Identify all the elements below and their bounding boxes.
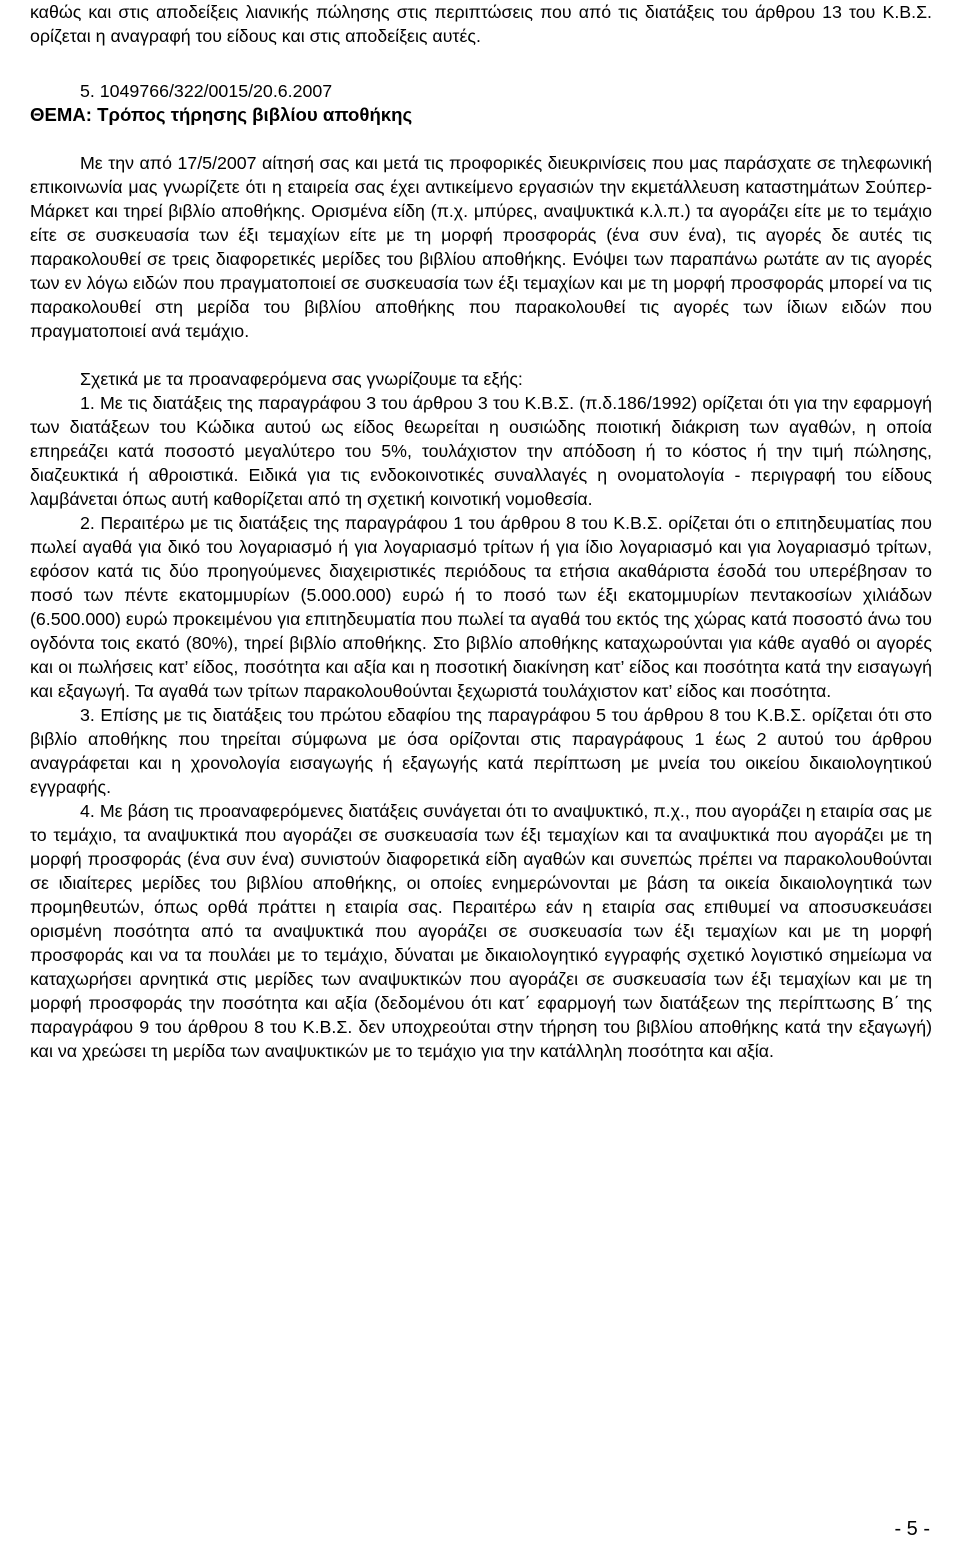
list-item-1: 1. Με τις διατάξεις της παραγράφου 3 του άρθρου 3 του Κ.Β.Σ. (π.δ.186/1992) ορίζεται ότι για την εφαρμογή των διατάξεων του Κώδικα αυτού ως είδος θεωρείται η ουσιώδης ποιοτική διάκριση των αγαθών, η οποία επηρεάζει κατά ποσοστό μεγαλύτερο του 5%, τουλάχιστον την απόδοση ή το κόστος ή την τιμή πώλησης, διαζευκτικά ή αθροιστικά. Ειδικά για τις ενδοκοινοτικές συναλλαγές η ονοματολογία - περιγραφή του είδους λαμβάνεται όπως αυτή καθορίζεται από τη σχετική κοινοτική νομοθεσία.	[30, 393, 932, 509]
list-item-3: 3. Επίσης με τις διατάξεις του πρώτου εδαφίου της παραγράφου 5 του άρθρου 8 του Κ.Β.Σ. ορίζεται ότι στο βιβλίο αποθήκης που τηρείται σύμφωνα με όσα ορίζονται στις παραγράφους 1 έως 2 αυτού του άρθρου αναγράφεται και η χρονολογία εισαγωγής ή εξαγωγής κατά περίπτωση με μνεία του οικείου δικαιολογητικού εγγραφής.	[30, 705, 932, 797]
section-number: 5. 1049766/322/0015/20.6.2007	[80, 81, 333, 101]
spacer	[30, 343, 932, 367]
spacer	[30, 127, 932, 151]
intro-paragraph: καθώς και στις αποδείξεις λιανικής πώλησης στις περιπτώσεις που από τις διατάξεις του άρθρου 13 του Κ.Β.Σ. ορίζεται η αναγραφή του είδους και στις αποδείξεις αυτές.	[30, 2, 932, 46]
list-item-2: 2. Περαιτέρω με τις διατάξεις της παραγράφου 1 του άρθρου 8 του Κ.Β.Σ. ορίζεται ότι ο επιτηδευματίας που πωλεί αγαθά για δικό του λογαριασμό ή για λογαριασμό τρίτων ή για ίδιο λογαριασμό και για λογαριασμό τρίτων, εφόσον κατά τις δύο προηγούμενες διαχειριστικές περιόδους τα ετήσια ακαθάριστα έσοδά του υπερέβησαν το ποσό των πέντε εκατομμυρίων (5.000.000) ευρώ ή το ποσό των έξι εκατομμυρίων πεντακοσίων χιλιάδων (6.500.000) ευρώ προκειμένου για επιτηδευματία που πωλεί τα αγαθά του εκτός της χώρας κατά ποσοστό άνω του ογδόντα τοις εκατό (80%), τηρεί βιβλίο αποθήκης. Στο βιβλίο αποθήκης καταχωρούνται για κάθε αγαθό οι αγορές και οι πωλήσεις κατ’ είδος, ποσότητα και αξία και η ποσοτική διακίνηση κατ’ είδος και ποσότητα κατά την εισαγωγή και εξαγωγή. Τα αγαθά των τρίτων παρακολουθούνται ξεχωριστά τουλάχιστον κατ’ είδος και ποσότητα.	[30, 513, 932, 701]
list-item-4: 4. Με βάση τις προαναφερόμενες διατάξεις συνάγεται ότι το αναψυκτικό, π.χ., που αγοράζει η εταιρία σας με το τεμάχιο, τα αναψυκτικά που αγοράζει σε συσκευασία των έξι τεμαχίων και τα αναψυκτικά που αγοράζει με τη μορφή προσφοράς (ένα συν ένα) συνιστούν διαφορετικά είδη αγαθών και συνεπώς πρέπει να παρακολουθούνται σε ιδιαίτερες μερίδες του βιβλίου αποθήκης, οι οποίες ενημερώνονται με βάση τα οικεία δικαιολογητικά των προμηθευτών, όπως ορθά πράττει η εταιρία σας. Περαιτέρω εάν η εταιρία σας επιθυμεί να αποσυσκευάσει ορισμένη ποσότητα από τα αναψυκτικά που αγοράζει σε συσκευασία των έξι τεμαχίων και με τη μορφή προσφοράς και να τα πουλάει με το τεμάχιο, δύναται με δικαιολογητικό εγγραφής σχετικό λογιστικό σημείωμα να καταχωρήσει αρνητικά στις μερίδες των αναψυκτικών που αγοράζει σε συσκευασία των έξι τεμαχίων και με τη μορφή προσφοράς την ποσότητα και αξία (δεδομένου ότι κατ΄ εφαρμογή των διατάξεων της περίπτωσης Β΄ της παραγράφου 9 του άρθρου 8 του Κ.Β.Σ. δεν υποχρεούται στην τήρηση του βιβλίου αποθήκης κατά την εξαγωγή) και να χρεώσει τη μερίδα των αναψυκτικών με το τεμάχιο για την κατάλληλη ποσότητα και αξία.	[30, 801, 932, 1061]
subject-title: ΘΕΜΑ: Τρόπος τήρησης βιβλίου αποθήκης	[30, 104, 413, 125]
lead-sentence: Σχετικά με τα προαναφερόμενα σας γνωρίζουμε τα εξής:	[80, 369, 523, 389]
paragraph-request: Με την από 17/5/2007 αίτησή σας και μετά τις προφορικές διευκρινίσεις που μας παράσχατε σε τηλεφωνική επικοινωνία μας γνωρίζετε ότι η εταιρεία σας έχει αντικείμενο εργασιών την εκμετάλλευση καταστημάτων Σούπερ-Μάρκετ και τηρεί βιβλίο αποθήκης. Ορισμένα είδη (π.χ. μπύρες, αναψυκτικά κ.λ.π.) τα αγοράζει είτε με το τεμάχιο είτε σε συσκευασία των έξι τεμαχίων είτε με τη μορφή προσφοράς (ένα συν ένα), τις αγορές δε αυτές τις παρακολουθεί σε τρεις διαφορετικές μερίδες του βιβλίου αποθήκης. Ενόψει των παραπάνω ρωτάτε αν τις αγορές των εν λόγω ειδών που πραγματοποιεί σε συσκευασία των έξι τεμαχίων και με τη μορφή προσφοράς μπορεί να τις παρακολουθεί στη μερίδα του βιβλίου αποθήκης που παρακολουθεί τις αγορές των ίδιων ειδών που πραγματοποιεί ανά τεμάχιο.	[30, 153, 932, 341]
page-number: - 5 -	[894, 1518, 930, 1540]
